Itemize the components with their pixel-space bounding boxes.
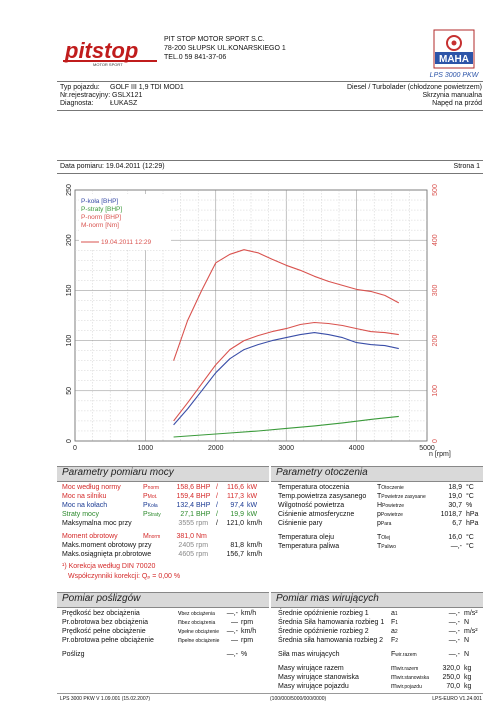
param-unit: BHP: [196, 493, 211, 500]
param-symbol: npełne obciążenie: [178, 637, 220, 644]
vehicle-type-label: Typ pojazdu:: [60, 84, 100, 91]
section-title-measure: Parametry pomiaru mocy: [62, 467, 174, 478]
x-tick-label: 2000: [208, 445, 224, 452]
legend-date: 19.04.2011 12:29: [101, 239, 152, 246]
footer-center: (100/000/5000/000/0000): [270, 696, 327, 702]
company-address: 78-200 SŁUPSK UL.KONARSKIEGO 1: [164, 45, 286, 52]
env-value: 18,9: [448, 484, 462, 491]
x-tick-label: 1000: [137, 445, 154, 452]
param-unit: BHP: [196, 511, 211, 518]
param-separator: /: [216, 484, 218, 491]
rot-value: —,-: [448, 619, 460, 626]
y-left-tick-label: 100: [66, 334, 73, 347]
vehicle-diag-label: Diagnosta:: [60, 100, 94, 107]
speed-value: —,-: [226, 628, 238, 635]
rot-label: Masy wirujące razem: [278, 665, 344, 672]
rot-unit: kg: [464, 674, 472, 681]
env-value: 30,7: [448, 502, 462, 509]
param-value: 116,6: [227, 484, 244, 491]
torque-value: 381,0: [176, 533, 194, 540]
param-value: 158,6: [176, 484, 194, 491]
divider: [57, 173, 483, 174]
param-symbol: HPowietrze: [377, 502, 405, 509]
param-separator: /: [216, 493, 218, 500]
param-value: 159,4: [176, 493, 194, 500]
correction-line-2: Współczynniki korekcji: Qₚ = 0,00 %: [68, 573, 181, 580]
env-label: Temperatura otoczenia: [278, 484, 350, 491]
param-value: 97,4: [230, 502, 244, 509]
env-unit: %: [466, 502, 473, 509]
env-value: 1018,7: [440, 511, 462, 518]
maha-logo: [424, 29, 484, 81]
env-label: Temperatura oleju: [278, 534, 335, 541]
torque-label: Moment obrotowy: [62, 533, 118, 540]
param-separator: /: [216, 502, 218, 509]
param-value: 132,4: [176, 502, 194, 509]
max-speed-rpm-unit: rpm: [196, 551, 209, 558]
param-label: Moc na silniku: [62, 493, 107, 500]
rot-unit: N: [464, 637, 470, 644]
env-unit: hPa: [466, 511, 479, 518]
max-torque-rpm-unit: rpm: [196, 542, 209, 549]
param-value: 117,3: [227, 493, 244, 500]
param-unit: km/h: [247, 520, 263, 527]
legend-entry: P-straty [BHP]: [81, 206, 123, 213]
torque-symbol: Mnorm: [143, 533, 161, 540]
legend-entry: M-norm [Nm]: [81, 222, 119, 229]
param-value: 3555: [178, 520, 194, 527]
footer-left: LPS 3000 PKW V 1.09.001 (15.02.2007): [60, 696, 151, 702]
footer-divider: [57, 693, 483, 694]
rot-unit: m/s²: [464, 628, 478, 635]
rot-unit: N: [464, 619, 470, 626]
param-label: Moc według normy: [62, 484, 121, 491]
x-tick-label: 4000: [348, 445, 365, 452]
param-symbol: TPaliwo: [377, 543, 397, 550]
y-right-tick-label: 0: [432, 439, 439, 443]
env-label: Ciśnienie pary: [278, 520, 323, 527]
param-unit: kW: [247, 493, 258, 500]
max-speed-label: Maks.osiągnięta pr.obrotowe: [62, 551, 152, 558]
param-unit: rpm: [196, 520, 209, 527]
torque-unit: Nm: [196, 533, 207, 540]
param-symbol: mwir.razem: [391, 665, 419, 672]
param-symbol: Pnorm: [143, 484, 160, 491]
section-title-speed: Pomiar poślizgów: [62, 593, 141, 604]
param-symbol: nbez obciążenia: [178, 619, 216, 626]
param-symbol: TOtoczenie: [377, 484, 404, 491]
env-unit: °C: [466, 543, 474, 550]
param-symbol: vpełne obciążenie: [178, 628, 220, 635]
param-symbol: F2: [391, 637, 399, 644]
x-tick-label: 0: [73, 445, 77, 452]
vehicle-reg-label: Nr.rejestracyjny:: [60, 92, 111, 99]
speed-value: —,-: [226, 610, 238, 617]
param-symbol: pPara: [377, 520, 392, 527]
correction-line-1: ¹) Korekcja według DIN 70020: [62, 563, 156, 570]
rot-value: —,-: [448, 637, 460, 644]
rot-label: Masy wirujące pojazdu: [278, 683, 349, 690]
rot-value: —,-: [448, 610, 460, 617]
param-symbol: pPowietrze: [377, 511, 403, 518]
company-name: PIT STOP MOTOR SPORT S.C.: [164, 36, 265, 43]
param-value: 19,9: [230, 511, 244, 518]
logo-wordmark: pitstop: [65, 38, 139, 63]
env-label: Temperatura paliwa: [278, 543, 340, 550]
speed-value: —,-: [226, 651, 238, 658]
power-chart: [57, 176, 483, 466]
env-value: 16,0: [448, 534, 462, 541]
logo-subtitle: MOTOR SPORT: [93, 62, 123, 66]
vehicle-type-value: GOLF III 1,9 TDI MOD1: [110, 84, 184, 91]
y-right-tick-label: 300: [432, 284, 439, 297]
env-unit: °C: [466, 534, 474, 541]
x-tick-label: 3000: [278, 445, 294, 452]
maha-brand: MAHA: [439, 54, 469, 65]
speed-unit: km/h: [241, 610, 257, 617]
param-separator: /: [216, 511, 218, 518]
param-unit: kW: [247, 511, 258, 518]
y-left-tick-label: 200: [66, 234, 73, 247]
max-speed-kmh-unit: km/h: [247, 551, 263, 558]
rot-value: —,-: [448, 628, 460, 635]
y-right-tick-label: 200: [432, 334, 439, 347]
max-speed-kmh: 156,7: [226, 551, 244, 558]
max-torque-kmh-unit: km/h: [247, 542, 263, 549]
param-symbol: PStraty: [143, 511, 161, 518]
rot-label: Siła mas wirujących: [278, 651, 340, 658]
max-torque-rpm-label: Maks.moment obrotowy przy: [62, 542, 152, 549]
env-label: Ciśnienie atmosferyczne: [278, 511, 355, 518]
env-value: 6,7: [452, 520, 462, 527]
speed-label: Poślizg: [62, 651, 85, 658]
param-symbol: Fwir.razem: [391, 651, 417, 658]
maha-model: LPS 3000 PKW: [429, 72, 479, 79]
speed-label: Prędkość bez obciążenia: [62, 610, 140, 617]
y-right-tick-label: 400: [432, 234, 439, 247]
rot-label: Średnie opóźnienie rozbieg 1: [278, 610, 369, 617]
speed-value: —: [231, 619, 238, 626]
y-left-tick-label: 50: [66, 386, 73, 395]
rot-unit: m/s²: [464, 610, 478, 617]
company-logo: [63, 38, 157, 66]
param-unit: kW: [247, 484, 258, 491]
param-value: 27,1: [180, 511, 194, 518]
y-left-tick-label: 150: [66, 284, 73, 297]
speed-label: Prędkość pełne obciążenie: [62, 628, 146, 635]
param-symbol: PKoła: [143, 502, 158, 509]
env-label: Temp.powietrza zasysanego: [278, 493, 367, 500]
rot-unit: N: [464, 651, 470, 658]
speed-label: Pr.obrotowa bez obciążenia: [62, 619, 148, 626]
rot-label: Średnia Siła hamowania rozbieg 1: [278, 619, 385, 626]
section-title-env: Parametry otoczenia: [276, 467, 368, 478]
legend-entry: P-norm [BHP]: [81, 214, 122, 221]
divider: [57, 110, 483, 111]
vehicle-reg-value: GSLX121: [112, 92, 143, 99]
speed-unit: km/h: [241, 628, 257, 635]
y-left-tick-label: 0: [66, 439, 73, 443]
page-number: Strona 1: [453, 163, 480, 170]
divider: [57, 160, 483, 161]
rot-value: —,-: [448, 651, 460, 658]
x-axis-unit: n [rpm]: [429, 451, 451, 458]
param-symbol: vbez obciążenia: [178, 610, 215, 617]
rot-label: Średnia siła hamowania rozbieg 2: [278, 637, 384, 644]
param-symbol: TOlej: [377, 534, 391, 541]
env-label: Wilgotność powietrza: [278, 502, 345, 509]
rot-label: Średnie opóźnienie rozbieg 2: [278, 628, 369, 635]
max-torque-kmh: 81,8: [230, 542, 244, 549]
env-value: —,-: [450, 543, 462, 550]
drive-type: Napęd na przód: [432, 100, 482, 107]
rot-value: 320,0: [442, 665, 460, 672]
engine-type: Diesel / Turbolader (chłodzone powietrzem): [346, 84, 482, 91]
param-symbol: PMot.: [143, 493, 158, 500]
company-tel: TEL.0 59 841-37-06: [164, 54, 227, 61]
speed-unit: %: [241, 651, 248, 658]
param-label: Maksymalna moc przy: [62, 520, 132, 527]
param-symbol: a1: [391, 610, 398, 617]
param-label: Straty mocy: [62, 511, 99, 518]
rot-label: Masy wirujące stanowiska: [278, 674, 359, 681]
param-label: Moc na kołach: [62, 502, 108, 509]
y-right-tick-label: 100: [432, 384, 439, 397]
rot-unit: kg: [464, 683, 472, 690]
speed-unit: rpm: [241, 637, 254, 644]
section-title-rot: Pomiar mas wirujących: [276, 593, 379, 604]
param-symbol: mwir.stanowiska: [391, 674, 430, 681]
measurement-date: Data pomiaru: 19.04.2011 (12:29): [60, 163, 165, 170]
y-right-tick-label: 500: [432, 184, 439, 196]
speed-unit: rpm: [241, 619, 254, 626]
vehicle-diag-value: ŁUKASZ: [110, 100, 138, 107]
param-unit: BHP: [196, 502, 211, 509]
param-symbol: F1: [391, 619, 399, 626]
param-value: 121,0: [226, 520, 244, 527]
legend-entry: P-koła [BHP]: [81, 198, 119, 205]
param-unit: kW: [247, 502, 258, 509]
env-unit: °C: [466, 484, 474, 491]
env-unit: °C: [466, 493, 474, 500]
divider: [57, 81, 483, 82]
speed-value: —: [231, 637, 238, 644]
rot-unit: kg: [464, 665, 472, 672]
speed-label: Pr.obrotowa pełne obciążenie: [62, 637, 154, 644]
env-unit: hPa: [466, 520, 479, 527]
rot-value: 250,0: [442, 674, 460, 681]
footer-right: LPS-EURO V1.24.001: [432, 696, 482, 702]
gearbox-type: Skrzynia manualna: [422, 92, 482, 99]
param-symbol: a2: [391, 628, 398, 635]
param-separator: /: [216, 520, 218, 527]
y-left-tick-label: 250: [66, 184, 73, 196]
env-value: 19,0: [448, 493, 462, 500]
param-unit: BHP: [196, 484, 211, 491]
max-speed-rpm: 4605: [178, 551, 194, 558]
x-tick-label: 5000: [419, 445, 435, 452]
param-symbol: mwir.pojazdu: [391, 683, 422, 690]
max-torque-rpm: 2405: [178, 542, 194, 549]
rot-value: 70,0: [446, 683, 460, 690]
param-symbol: TPowietrze zasysane: [377, 493, 426, 500]
